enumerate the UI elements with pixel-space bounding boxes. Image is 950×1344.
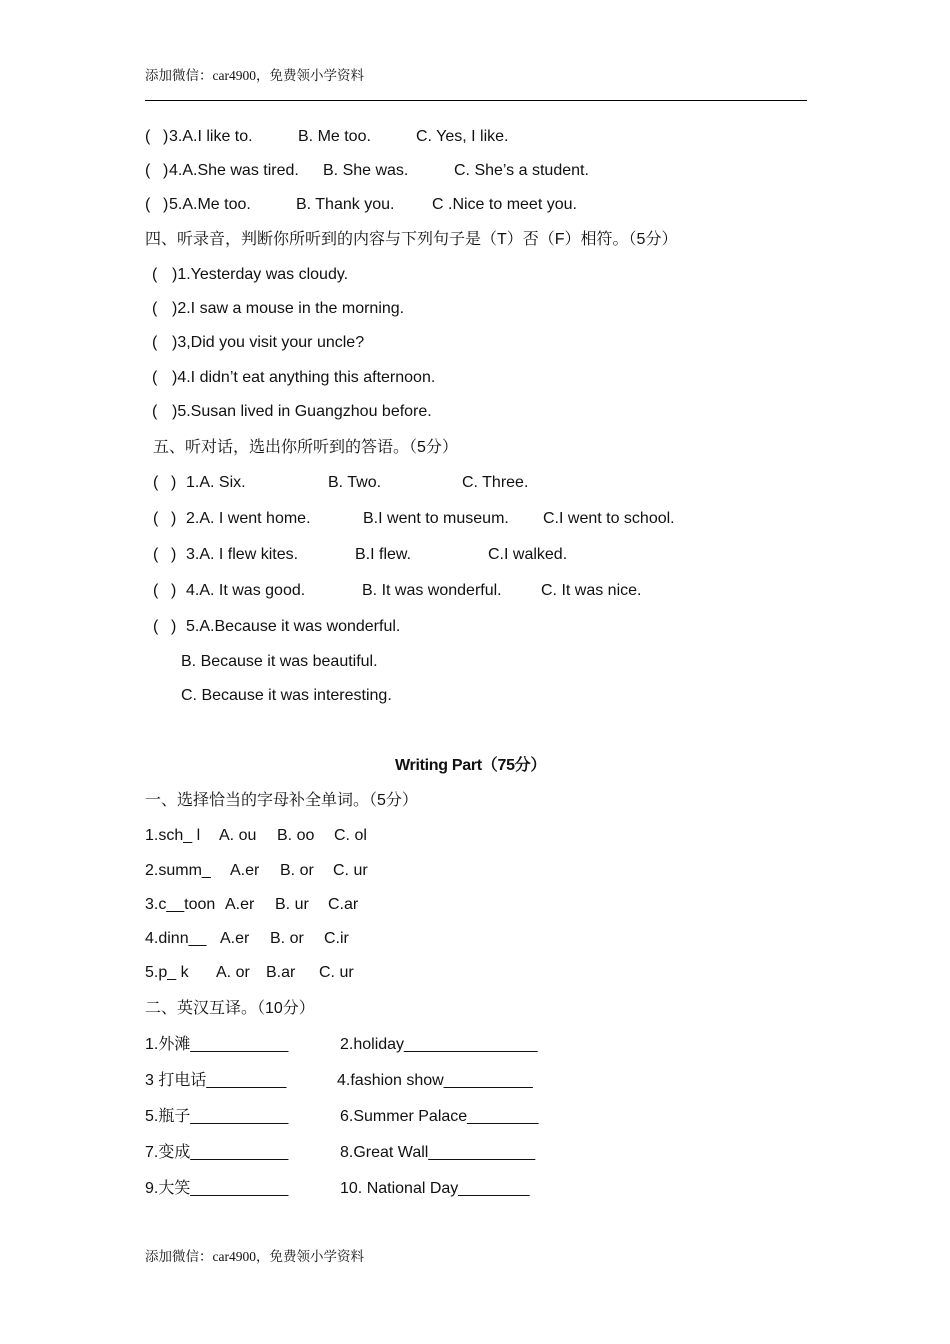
- answer-bracket-close: ): [163, 128, 169, 145]
- statement: )3,Did you visit your uncle?: [172, 334, 365, 351]
- header-divider: [145, 100, 807, 101]
- option-c: C. Because it was interesting.: [181, 687, 392, 704]
- option-c: C. ur: [333, 862, 368, 879]
- option-b: B.I flew.: [355, 546, 412, 563]
- answer-bracket-close: ): [163, 162, 169, 179]
- option-c: C.ar: [328, 896, 359, 913]
- answer-bracket: (: [152, 300, 158, 317]
- answer-bracket: (: [153, 582, 159, 599]
- writing-part-score: （75分）: [481, 757, 547, 774]
- translation-item-right: 10. National Day________: [340, 1180, 530, 1197]
- option-a: 3.A.I like to.: [169, 128, 253, 145]
- translation-item-right: 6.Summer Palace________: [340, 1108, 539, 1125]
- option-c: C .Nice to meet you.: [432, 196, 577, 213]
- option-c: C. She’s a student.: [454, 162, 589, 179]
- answer-bracket: (: [152, 403, 158, 420]
- option-b: B. Because it was beautiful.: [181, 653, 378, 670]
- answer-bracket-close: ): [171, 474, 177, 491]
- translation-item-left: 7.变成___________: [145, 1144, 289, 1161]
- option-c: C. Three.: [462, 474, 529, 491]
- word-blank: 1.sch_ l: [145, 827, 201, 844]
- option-c: C. ol: [334, 827, 367, 844]
- translation-item-right: 8.Great Wall____________: [340, 1144, 536, 1161]
- page-footer: 添加微信：car4900，免费领小学资料: [145, 1249, 364, 1264]
- answer-bracket: (: [145, 196, 151, 213]
- word-blank: 3.c__toon: [145, 896, 216, 913]
- option-b: B.I went to museum.: [363, 510, 509, 527]
- answer-bracket: (: [152, 266, 158, 283]
- option-a: A. ou: [219, 827, 257, 844]
- statement: )4.I didn’t eat anything this afternoon.: [172, 369, 436, 386]
- answer-bracket: (: [153, 474, 159, 491]
- option-c: C. It was nice.: [541, 582, 642, 599]
- option-b: B. Two.: [328, 474, 382, 491]
- writing-section-1-title: 一、选择恰当的字母补全单词。（5分）: [145, 792, 418, 809]
- option-c: C. ur: [319, 964, 354, 981]
- option-a: 1.A. Six.: [186, 474, 246, 491]
- option-a: 2.A. I went home.: [186, 510, 311, 527]
- section-4-title: 四、听录音，判断你所听到的内容与下列句子是（T）否（F）相符。（5分）: [145, 231, 678, 248]
- option-c: C.I walked.: [488, 546, 568, 563]
- writing-section-2-title: 二、英汉互译。（10分）: [145, 1000, 315, 1017]
- option-a: A.er: [225, 896, 255, 913]
- word-blank: 4.dinn__: [145, 930, 207, 947]
- option-a: 3.A. I flew kites.: [186, 546, 299, 563]
- answer-bracket: (: [153, 618, 159, 635]
- option-a: A.er: [230, 862, 260, 879]
- option-b: B. It was wonderful.: [362, 582, 502, 599]
- option-b: B. Me too.: [298, 128, 371, 145]
- answer-bracket-close: ): [171, 582, 177, 599]
- option-b: B. ur: [275, 896, 309, 913]
- statement: )1.Yesterday was cloudy.: [172, 266, 349, 283]
- option-c: C. Yes, I like.: [416, 128, 509, 145]
- translation-item-left: 5.瓶子___________: [145, 1108, 289, 1125]
- word-blank: 5.p_ k: [145, 964, 189, 981]
- answer-bracket: (: [153, 510, 159, 527]
- answer-bracket: (: [145, 162, 151, 179]
- word-blank: 2.summ_: [145, 862, 211, 879]
- translation-item-right: 2.holiday_______________: [340, 1036, 538, 1053]
- answer-bracket: (: [152, 369, 158, 386]
- option-a: 5.A.Because it was wonderful.: [186, 618, 401, 635]
- option-a: 5.A.Me too.: [169, 196, 251, 213]
- option-c: C.I went to school.: [543, 510, 675, 527]
- statement: )5.Susan lived in Guangzhou before.: [172, 403, 432, 420]
- translation-item-left: 3 打电话_________: [145, 1072, 287, 1089]
- answer-bracket-close: ): [163, 196, 169, 213]
- option-a: A. or: [216, 964, 250, 981]
- option-a: 4.A.She was tired.: [169, 162, 299, 179]
- writing-part-title-en: Writing Part: [395, 757, 482, 774]
- answer-bracket-close: ): [171, 546, 177, 563]
- translation-item-left: 1.外滩___________: [145, 1036, 289, 1053]
- option-a: A.er: [220, 930, 250, 947]
- answer-bracket-close: ): [171, 510, 177, 527]
- answer-bracket: (: [152, 334, 158, 351]
- writing-part-title: [395, 756, 546, 776]
- option-b: B. She was.: [323, 162, 409, 179]
- option-b: B. or: [280, 862, 314, 879]
- answer-bracket: (: [153, 546, 159, 563]
- option-b: B. oo: [277, 827, 315, 844]
- answer-bracket: (: [145, 128, 151, 145]
- option-a: 4.A. It was good.: [186, 582, 306, 599]
- option-c: C.ir: [324, 930, 349, 947]
- page-header: 添加微信：car4900，免费领小学资料: [145, 68, 364, 83]
- translation-item-left: 9.大笑___________: [145, 1180, 289, 1197]
- translation-item-right: 4.fashion show__________: [337, 1072, 533, 1089]
- option-b: B. or: [270, 930, 304, 947]
- option-b: B.ar: [266, 964, 296, 981]
- option-b: B. Thank you.: [296, 196, 395, 213]
- section-5-title: 五、听对话，选出你所听到的答语。（5分）: [153, 439, 458, 456]
- answer-bracket-close: ): [171, 618, 177, 635]
- statement: )2.I saw a mouse in the morning.: [172, 300, 405, 317]
